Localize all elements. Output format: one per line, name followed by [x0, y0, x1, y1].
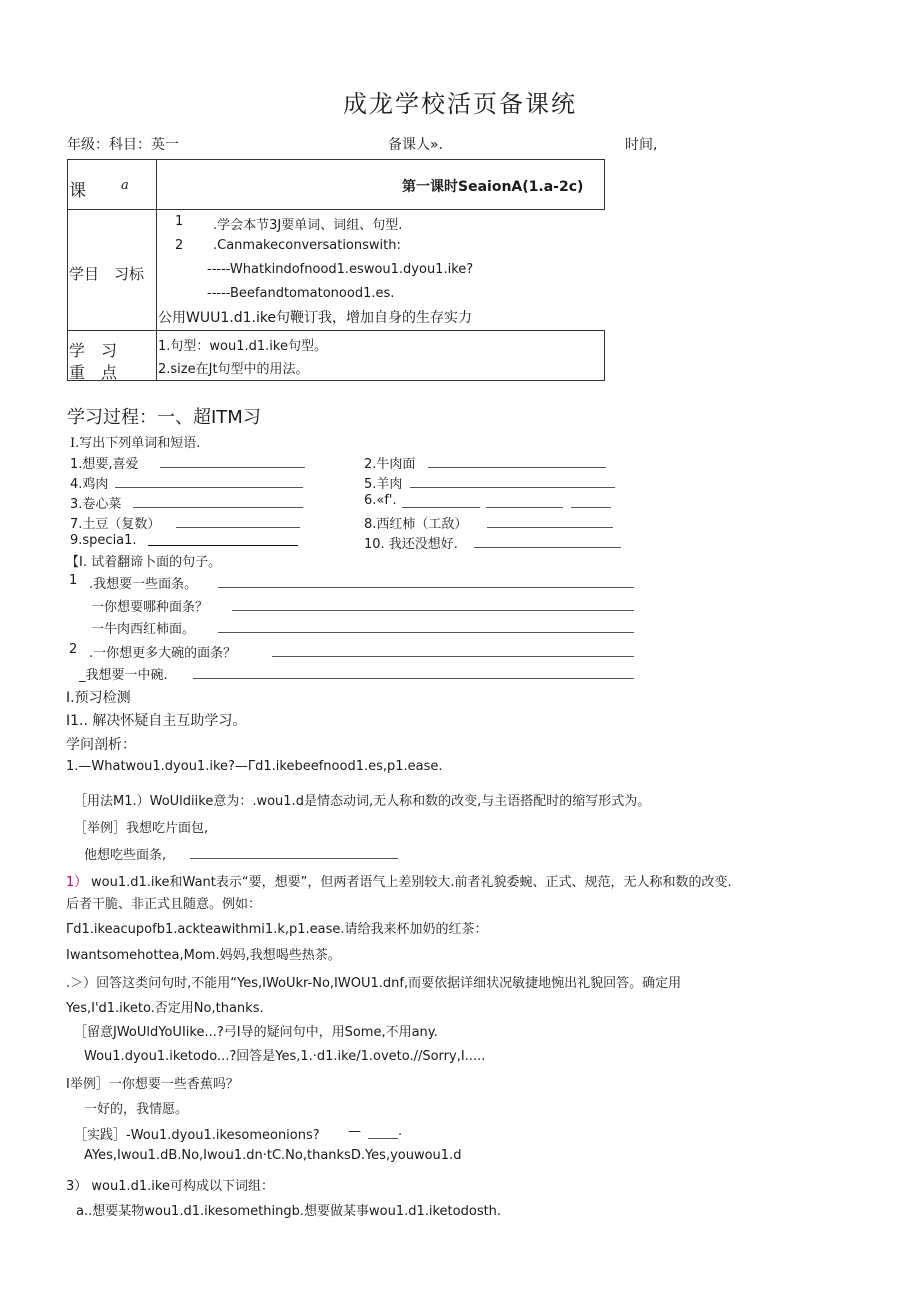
answer-blank[interactable] [368, 1138, 398, 1139]
key-label: 重 点 [69, 363, 118, 382]
sentence-number: 2 [69, 642, 78, 657]
vocab-item: 5.羊肉 [364, 477, 403, 492]
practice-period: . [398, 1124, 403, 1139]
answer-blank[interactable] [115, 487, 303, 488]
answer-blank[interactable] [176, 527, 300, 528]
analysis-line: ［举例］我想吃片面包, [74, 821, 209, 836]
sentence-prompt: .我想要一些面条。 [89, 577, 198, 592]
lesson-title: 第一课时SeaionA(1.a-2c) [402, 179, 584, 195]
answer-blank[interactable] [487, 527, 613, 528]
practice-question: ［实践］-Wou1.dyou1.ikesomeonions? [74, 1128, 320, 1143]
goal-item: 公用WUU1.d1.ike句鞭订我，增加自身的生存实力 [158, 310, 473, 326]
grade-subject: 年级：科目：英一 [67, 137, 179, 153]
analysis-line: Yes,I'd1.iketo.否定用No,thanks. [66, 1001, 264, 1016]
answer-blank[interactable] [402, 507, 480, 508]
answer-blank[interactable] [133, 507, 303, 508]
goal-number: 2 [175, 238, 184, 253]
section-heading: I.写出下列单词和短语. [70, 436, 201, 451]
goal-item: .Canmakeconversationswith: [213, 238, 401, 253]
analysis-line: a..想要某物wou1.d1.ikesomethingb.想要做某事wou1.d1.iketodosth. [76, 1204, 502, 1219]
practice-options: AYes,Iwou1.dB.No,Iwou1.dn·tC.No,thanksD.Yes,youwou1.d [84, 1148, 462, 1163]
sentence-prompt: 一牛肉西红柿面。 [91, 622, 196, 637]
analysis-heading: 学问剖析： [66, 737, 136, 753]
section-heading: I1.. 解决怀疑自主互助学习。 [66, 713, 247, 729]
preparer: 备课人». [388, 137, 444, 153]
answer-blank[interactable] [428, 467, 606, 468]
time-label: 时间, [625, 137, 658, 153]
answer-blank[interactable] [272, 656, 634, 657]
vocab-item: 7.土豆（复数） [70, 517, 161, 532]
analysis-line: 3） wou1.d1.ike可构成以下词组： [66, 1179, 274, 1194]
table-rule [156, 159, 157, 380]
vocab-item: 2.牛肉面 [364, 457, 416, 472]
answer-blank[interactable] [218, 632, 634, 633]
answer-blank[interactable] [232, 610, 634, 611]
answer-blank[interactable] [160, 467, 305, 468]
goal-item: .学会本节3J要单词、词组、句型. [213, 218, 403, 233]
analysis-line: 后者干脆、非正式且随意。例如： [66, 897, 262, 912]
answer-blank[interactable] [190, 858, 398, 859]
vocab-item: 6.«f'. [364, 493, 397, 508]
analysis-line: I举例］一你想要一些香蕉吗？ [66, 1077, 239, 1092]
goal-item: -----Whatkindofnood1.eswou1.dyou1.ike? [207, 262, 474, 277]
table-rule [67, 209, 605, 210]
answer-blank[interactable] [486, 507, 563, 508]
analysis-line: 1.—Whatwou1.dyou1.ike?—Γd1.ikebeefnood1.es,p1.ease. [66, 759, 443, 774]
answer-blank[interactable] [410, 487, 615, 488]
table-rule [67, 330, 605, 331]
vocab-item: 1.想要,喜爱 [70, 457, 139, 472]
key-point: 1.句型：wou1.d1.ike句型。 [158, 339, 327, 354]
table-rule [67, 159, 68, 380]
table-rule [604, 330, 605, 381]
goals-label: 学目 习标 [69, 265, 145, 283]
answer-blank[interactable] [193, 678, 634, 679]
analysis-line: wou1.d1.ike和Want表示“要，想要”，但两者语气上差别较大.前者礼貌委蜿、正式、规范，无人称和数的改变. [91, 875, 732, 890]
analysis-line: ［用法M1.）WoUldiike意为：.wou1.d是情态动词,无人称和数的改变,与主语搭配时的缩写形式为。 [74, 794, 651, 809]
vocab-item: 3.卷心菜 [70, 497, 122, 512]
lesson-mark: a [121, 178, 129, 193]
sentence-prompt: _我想要一中碗. [79, 668, 168, 683]
key-point: 2.size在Jt句型中的用法。 [158, 362, 309, 377]
sentence-prompt: 一你想要哪种面条？ [91, 600, 209, 615]
section-heading: 【I. 试着翻谛卜面的句子。 [66, 555, 222, 570]
analysis-line: Iwantsomehottea,Mom.妈妈,我想喝些热茶。 [66, 948, 341, 963]
sentence-number: 1 [69, 573, 78, 588]
table-rule [604, 159, 605, 210]
analysis-line: 他想吃些面条, [84, 848, 167, 863]
page-title: 成龙学校活页备课统 [343, 90, 577, 118]
table-rule [67, 159, 605, 160]
key-label: 学 习 [69, 341, 118, 360]
answer-blank[interactable] [218, 587, 634, 588]
analysis-line: .＞）回答这类问句时,不能用“Yes,IWoUkr-No,IWOU1.dnf,而要依据详细状况敏捷地惋出礼貌回答。确定用 [66, 976, 682, 991]
goal-number: 1 [175, 214, 184, 229]
vocab-item: 8.西红柿（工敌） [364, 517, 468, 532]
answer-blank[interactable] [571, 507, 611, 508]
analysis-line: ［留意JWoUldYoUIike...?弓I导的疑问句中，用Some,不用any. [74, 1025, 438, 1040]
sentence-prompt: .一你想更多大碗的面条？ [89, 646, 237, 661]
goal-item: -----Beefandtomatonood1.es. [207, 286, 395, 301]
analysis-line: 一好的，我情愿。 [84, 1102, 189, 1117]
vocab-item: 9.specia1. [70, 533, 137, 548]
process-heading: 学习过程：一、超ITM习 [67, 407, 261, 428]
answer-blank[interactable] [148, 545, 298, 546]
answer-blank[interactable] [474, 547, 621, 548]
analysis-line: Γd1.ikeacupofb1.ackteawithmi1.k,p1.ease.请给我来杯加奶的红茶： [66, 922, 488, 937]
practice-dash: — [348, 1124, 361, 1139]
section-heading: I.预习检测 [66, 690, 131, 706]
analysis-line: Wou1.dyou1.iketodo...?回答是Yes,1.·d1.ike/1.oveto.//Sorry,I..... [84, 1049, 486, 1064]
analysis-marker: 1） [66, 875, 88, 890]
table-rule [67, 380, 605, 381]
lesson-label: 课 [69, 181, 86, 201]
vocab-item: 4.鸡肉 [70, 477, 109, 492]
vocab-item: 10. 我还没想好. [364, 537, 458, 552]
